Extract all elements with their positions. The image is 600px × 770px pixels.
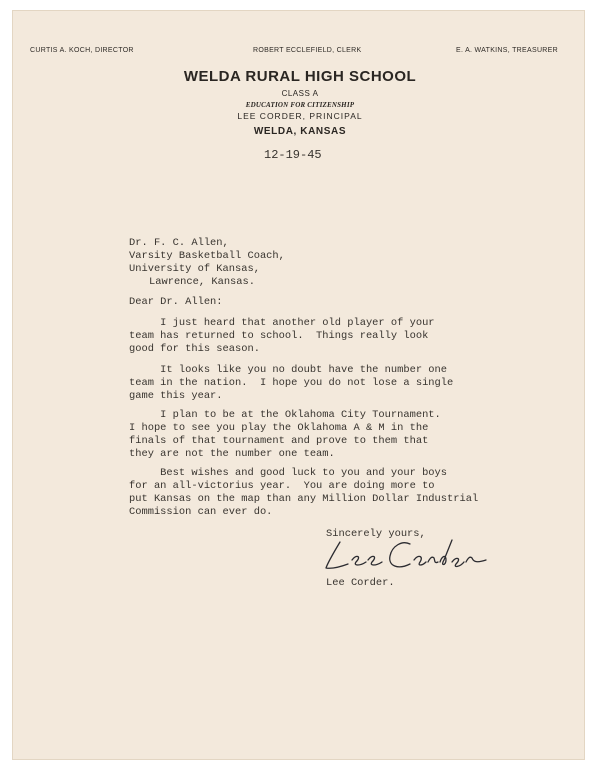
salutation: Dear Dr. Allen: bbox=[129, 296, 223, 308]
paragraph-line: game this year. bbox=[129, 390, 223, 402]
school-name: WELDA RURAL HIGH SCHOOL bbox=[183, 68, 417, 85]
paragraph-line: Commission can ever do. bbox=[129, 506, 273, 518]
letter-date: 12-19-45 bbox=[264, 148, 322, 162]
school-location: WELDA, KANSAS bbox=[253, 126, 347, 137]
closing: Sincerely yours, bbox=[326, 528, 426, 540]
address-line: University of Kansas, bbox=[129, 263, 260, 275]
paragraph-line: I plan to be at the Oklahoma City Tournament. bbox=[129, 409, 441, 421]
paragraph-line: they are not the number one team. bbox=[129, 448, 335, 460]
paragraph-line: team in the nation. I hope you do not lose a single bbox=[129, 377, 454, 389]
address-line: Dr. F. C. Allen, bbox=[129, 237, 229, 249]
paragraph-line: Best wishes and good luck to you and your boys bbox=[129, 467, 448, 479]
director-name: CURTIS A. KOCH, DIRECTOR bbox=[30, 47, 134, 54]
handwritten-signature bbox=[322, 534, 492, 576]
clerk-name: ROBERT ECCLEFIELD, CLERK bbox=[253, 47, 362, 54]
principal-name: LEE CORDER, PRINCIPAL bbox=[237, 111, 363, 121]
treasurer-name: E. A. WATKINS, TREASURER bbox=[456, 47, 558, 54]
paragraph-line: I hope to see you play the Oklahoma A & M in the bbox=[129, 422, 429, 434]
typed-signer-name: Lee Corder. bbox=[326, 577, 395, 589]
address-line: Varsity Basketball Coach, bbox=[129, 250, 285, 262]
paragraph-line: for an all-victorius year. You are doing more to bbox=[129, 480, 435, 492]
paragraph-line: good for this season. bbox=[129, 343, 260, 355]
paragraph-line: It looks like you no doubt have the number one bbox=[129, 364, 448, 376]
address-line: Lawrence, Kansas. bbox=[149, 276, 256, 288]
paragraph-line: finals of that tournament and prove to them that bbox=[129, 435, 429, 447]
paragraph-line: put Kansas on the map than any Million Dollar Industrial bbox=[129, 493, 479, 505]
paragraph-line: I just heard that another old player of your bbox=[129, 317, 435, 329]
paragraph-line: team has returned to school. Things really look bbox=[129, 330, 429, 342]
school-motto: EDUCATION FOR CITIZENSHIP bbox=[245, 101, 355, 109]
school-class: CLASS A bbox=[281, 89, 319, 98]
